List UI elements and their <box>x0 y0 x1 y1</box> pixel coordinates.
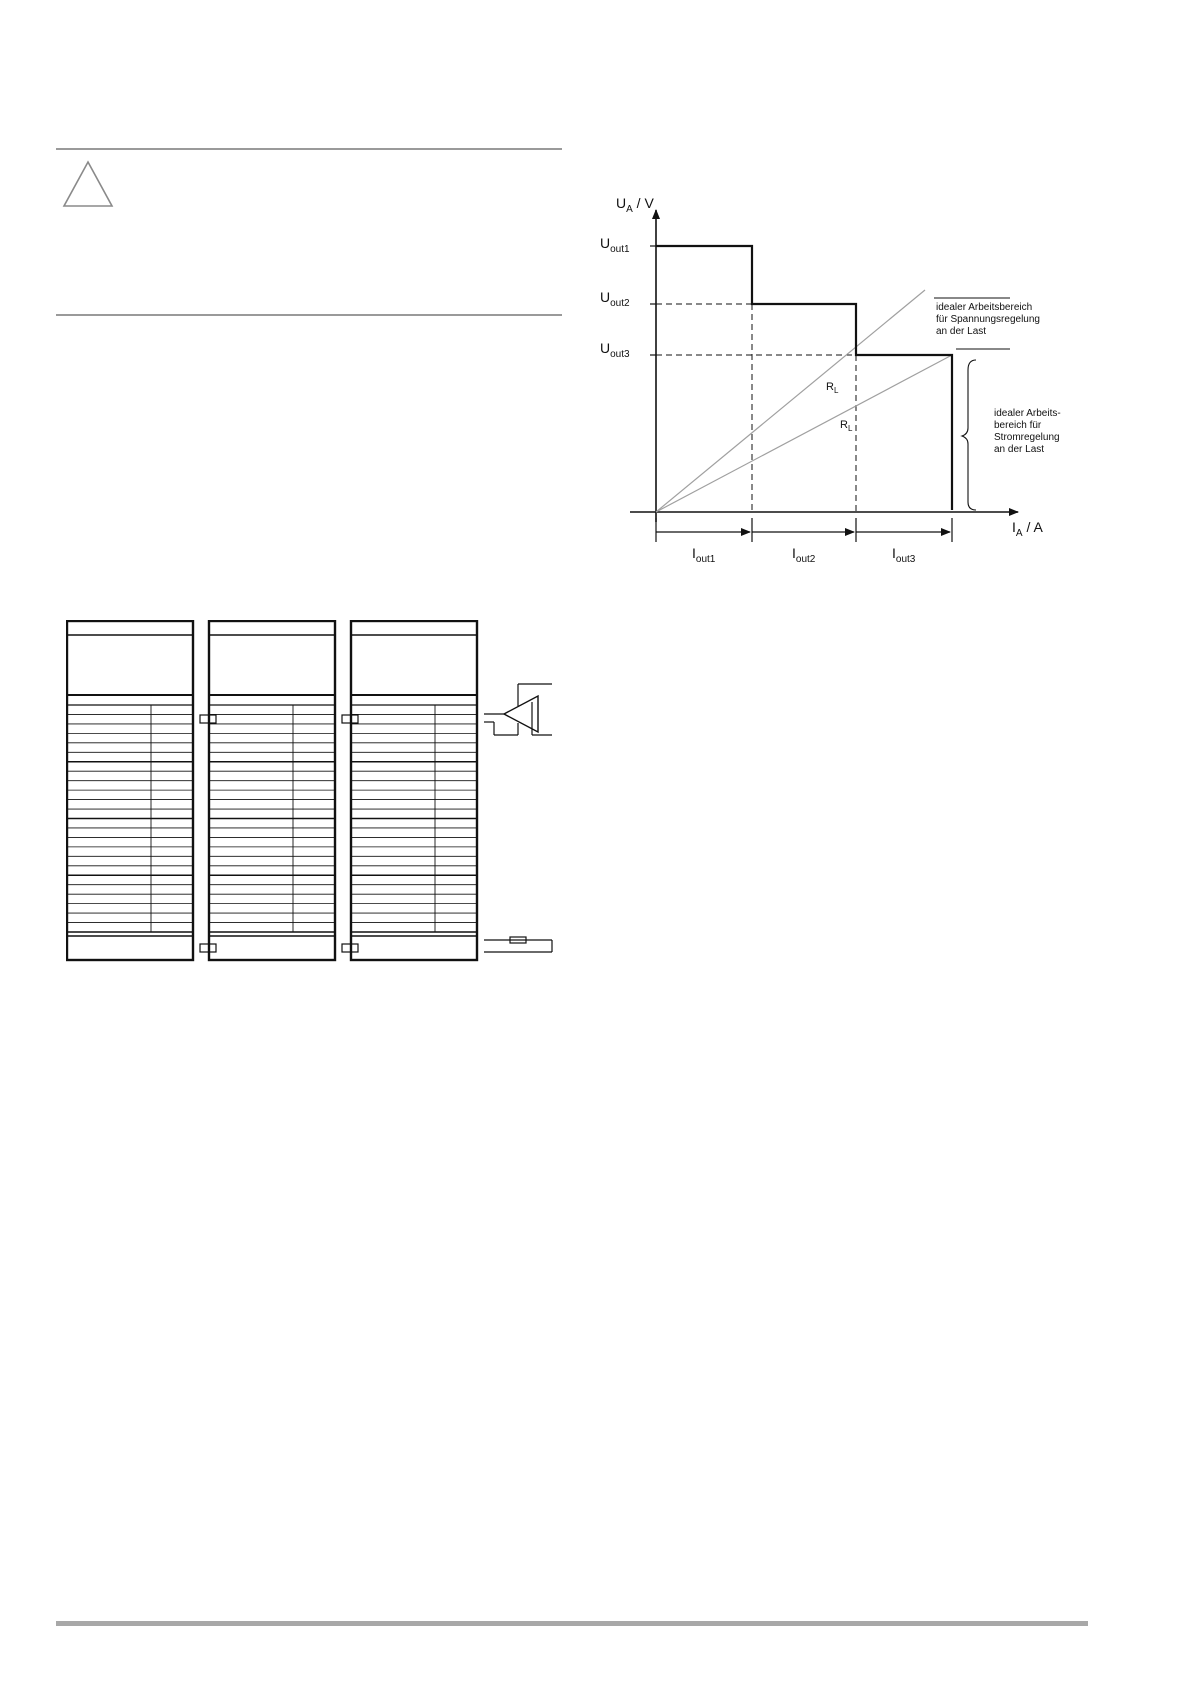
footer-rule <box>56 1621 1088 1626</box>
i-out3-label: $I_{out3}$ <box>892 545 916 565</box>
output-fuse-symbol <box>484 937 552 952</box>
load-line-steep <box>656 290 925 512</box>
y-axis-label: $U_A$ / V <box>616 195 654 215</box>
u-out3-label: $U_{out3}$ <box>600 340 630 360</box>
u-out2-label: $U_{out2}$ <box>600 289 630 309</box>
warning-bottom-rule <box>56 314 562 316</box>
i-out1-label: $I_{out1}$ <box>692 545 716 565</box>
rl-label-1: $R_L$ <box>826 381 839 395</box>
characteristic-diagram <box>600 190 1070 590</box>
rack-module-3 <box>351 621 477 960</box>
warning-triangle-icon <box>62 160 114 213</box>
load-line-shallow <box>656 355 952 512</box>
current-region-brace <box>962 360 976 510</box>
x-axis-label: $I_A$ / A <box>1012 519 1043 539</box>
rl-label-2: $R_L$ <box>840 419 853 433</box>
module-rack-diagram <box>66 620 566 965</box>
u-out1-label: $U_{out1}$ <box>600 235 630 255</box>
rack-module-2 <box>209 621 335 960</box>
rack-module-1 <box>67 621 193 960</box>
output-amplifier-symbol <box>484 684 552 735</box>
dashed-guides <box>656 304 856 512</box>
current-region-note: idealer Arbeits- bereich für Stromregelung an der Last <box>994 408 1061 455</box>
voltage-region-note: idealer Arbeitsbereich für Spannungsregelung an der Last <box>936 302 1040 337</box>
i-out2-label: $I_{out2}$ <box>792 545 816 565</box>
warning-top-rule <box>56 148 562 150</box>
module-group <box>67 621 477 960</box>
